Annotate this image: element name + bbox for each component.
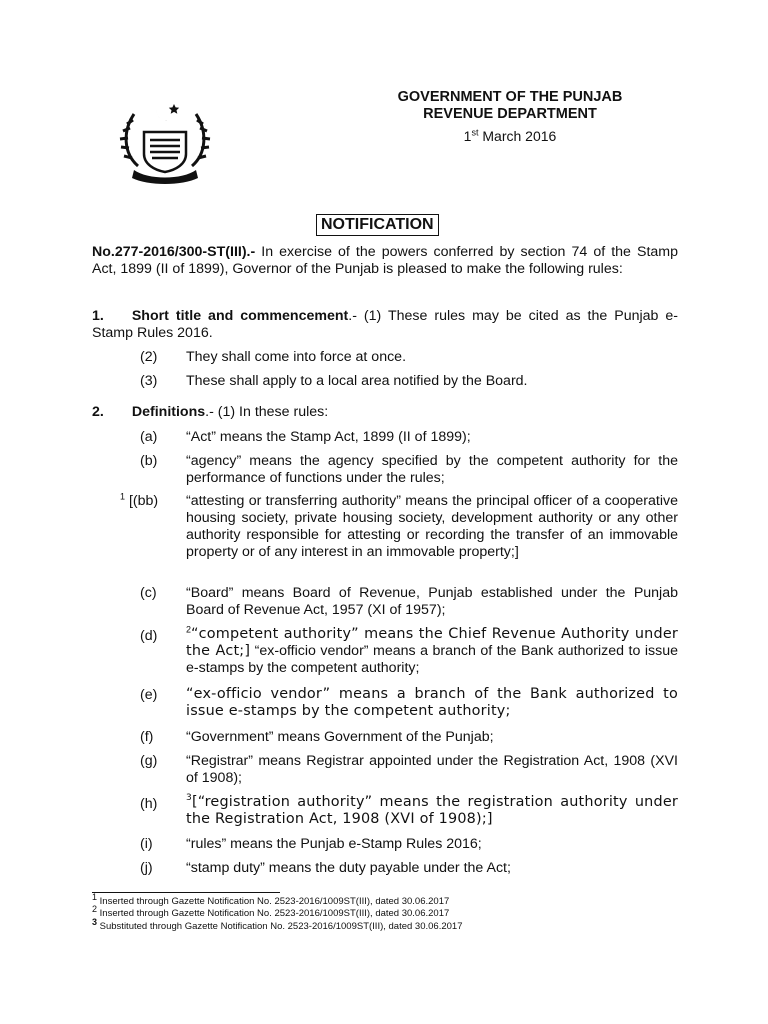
def-f-label: (f)	[140, 729, 154, 745]
rule-2: 2. Definitions.- (1) In these rules:	[92, 404, 329, 420]
rule-1-2-label: (2)	[140, 349, 158, 365]
rule-1-2-text: They shall come into force at once.	[186, 349, 407, 365]
header-government: GOVERNMENT OF THE PUNJAB	[397, 89, 623, 105]
def-a-label: (a)	[140, 429, 158, 445]
def-c-label: (c)	[140, 585, 157, 601]
def-g-label: (g)	[140, 753, 158, 769]
header-date: 1st March 2016	[463, 127, 557, 144]
def-bb-text: “attesting or transferring authority” means the principal officer of a cooperative housing society, private housing society, development authority or any other authority responsible for attesting or recording the transfer of an immovable property or of any interest in an immovable property;]	[186, 493, 678, 560]
def-h-label: (h)	[140, 796, 158, 812]
rule-1-3-label: (3)	[140, 373, 158, 389]
emblem-icon	[118, 96, 212, 186]
def-e-label: (e)	[140, 687, 158, 703]
def-i-label: (i)	[140, 836, 153, 852]
def-b-text: “agency” means the agency specified by the competent authority for the performance of functions under the rules;	[186, 453, 678, 486]
def-j-text: “stamp duty” means the duty payable under the Act;	[186, 860, 511, 876]
def-c-text: “Board” means Board of Revenue, Punjab established under the Punjab Board of Revenue Act, 1957 (XI of 1957);	[186, 585, 678, 618]
def-d-label: (d)	[140, 628, 158, 644]
header-department: REVENUE DEPARTMENT	[423, 106, 597, 122]
punjab-emblem	[118, 96, 212, 186]
intro-paragraph: No.277-2016/300-ST(III).- In exercise of the powers conferred by section 74 of the Stamp Act, 1899 (II of 1899), Governor of the Punjab is pleased to make the following rules:	[92, 244, 678, 277]
def-h-text: $^3$[“registration authority” means the registration authority under the Registration Act, 1908 (XVI of 1908);]	[186, 793, 678, 827]
footnote-2: $^2$ Inserted through Gazette Notification No. 2523-2016/1009ST(III), dated 30.06.2017	[92, 903, 450, 919]
def-g-text: “Registrar” means Registrar appointed under the Registration Act, 1908 (XVI of 1908);	[186, 753, 678, 786]
footnote-separator	[92, 892, 280, 893]
def-b-label: (b)	[140, 453, 158, 469]
def-f-text: “Government” means Government of the Punjab;	[186, 729, 494, 745]
def-i-text: “rules” means the Punjab e-Stamp Rules 2016;	[186, 836, 482, 852]
rule-1-3-text: These shall apply to a local area notified by the Board.	[186, 373, 528, 389]
def-e-text: “ex-officio vendor” means a branch of the Bank authorized to issue e-stamps by the competent authority;	[186, 686, 678, 719]
notification-title: NOTIFICATION	[316, 214, 439, 236]
def-d-text: $^2$“competent authority” means the Chief Revenue Authority under the Act;] “ex-officio vendor” means a branch of the Bank authorized to issue e-stamps by the competent authority;	[186, 624, 679, 676]
def-bb-label: $^1$ [(bb)	[120, 491, 159, 509]
footnote-1: $^1$ Inserted through Gazette Notification No. 2523-2016/1009ST(III), dated 30.06.2017	[92, 891, 450, 907]
rule-1: 1. Short title and commencement.- (1) These rules may be cited as the Punjab e-Stamp Rules 2016.	[92, 308, 678, 341]
def-a-text: “Act” means the Stamp Act, 1899 (II of 1899);	[186, 429, 471, 445]
footnote-3: $^3$ Substituted through Gazette Notification No. 2523-2016/1009ST(III), dated 30.06.2017	[92, 916, 463, 932]
def-j-label: (j)	[140, 860, 153, 876]
